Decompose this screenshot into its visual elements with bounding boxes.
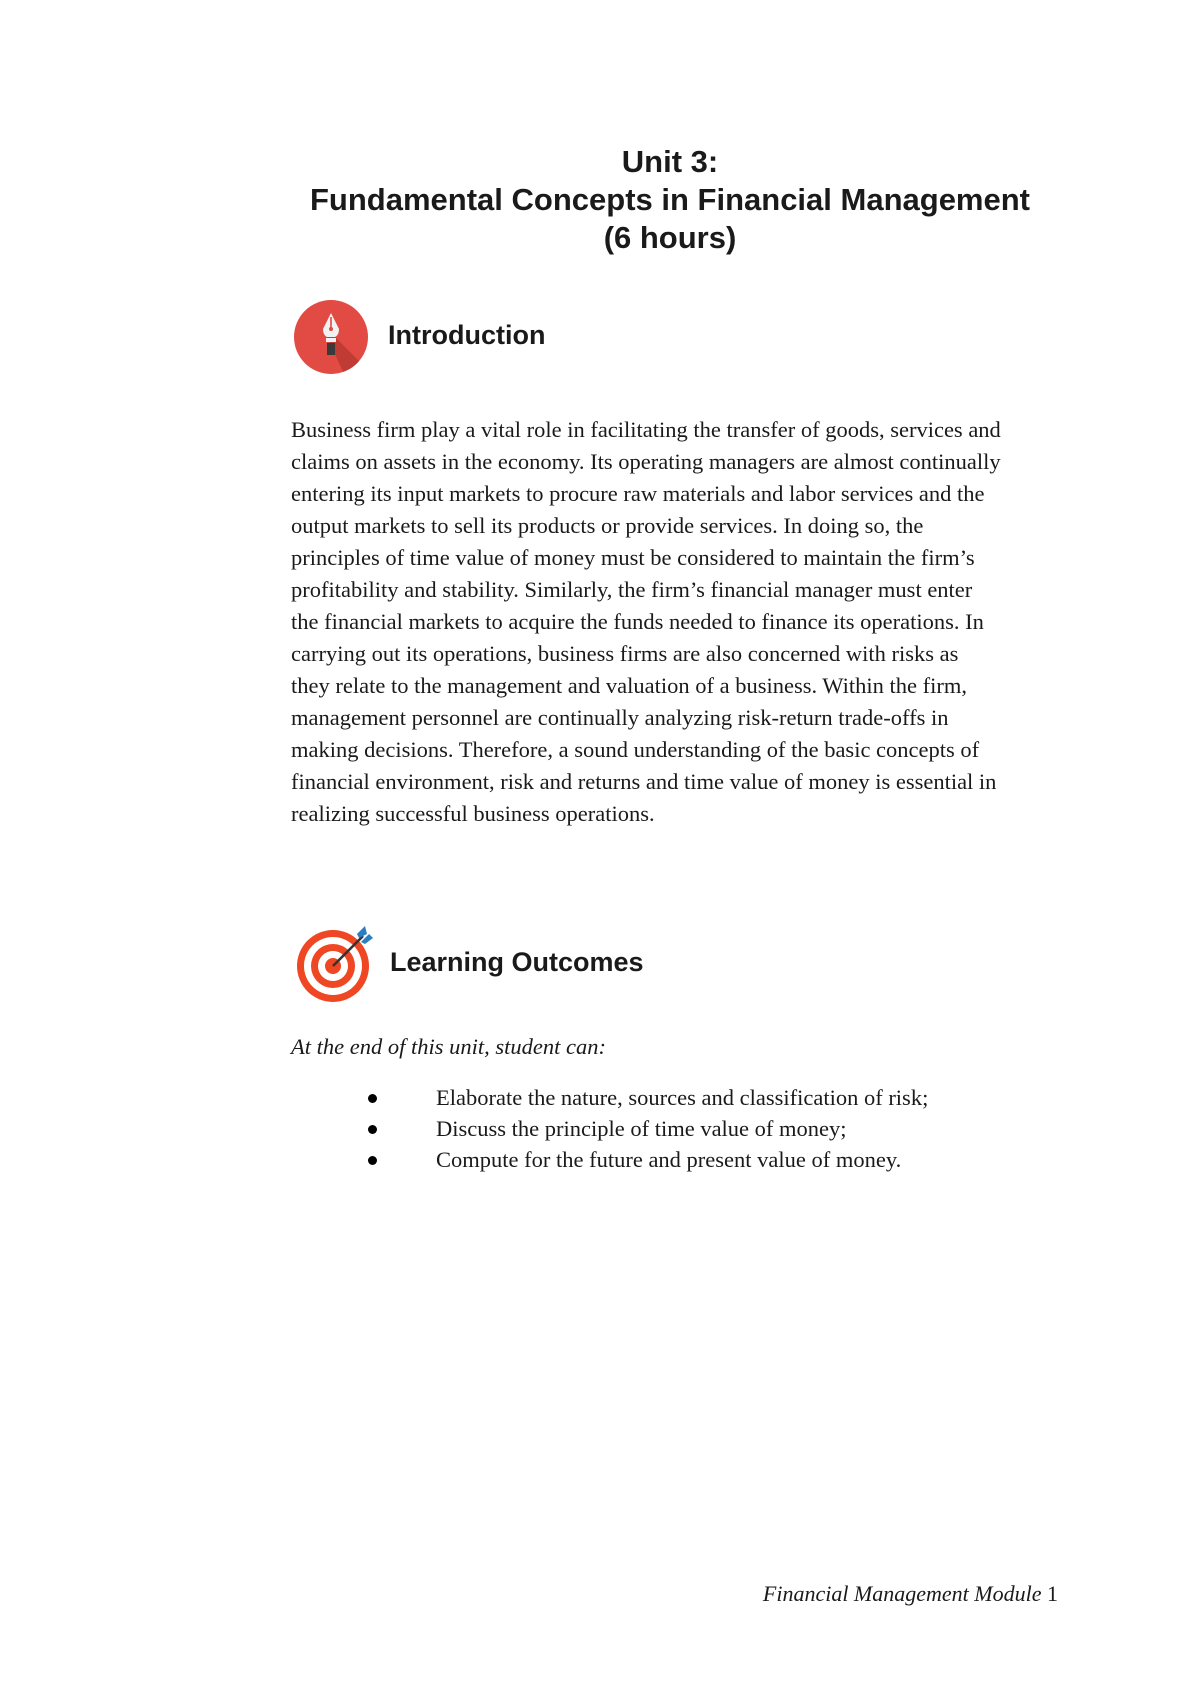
paragraph-line: financial environment, risk and returns and time value of money is essential in (291, 769, 997, 794)
target-icon (293, 920, 379, 1006)
list-item (360, 1113, 928, 1144)
bullet-icon (368, 1125, 377, 1134)
fountain-pen-icon (291, 297, 371, 377)
unit-title: Fundamental Concepts in Financial Management (310, 182, 1030, 217)
paragraph-line: management personnel are continually analyzing risk-return trade-offs in (291, 705, 949, 730)
paragraph-line: entering its input markets to procure raw materials and labor services and the (291, 481, 985, 506)
list-item (360, 1144, 928, 1175)
bullet-icon (368, 1156, 377, 1165)
paragraph-line: the financial markets to acquire the funds needed to finance its operations. In (291, 609, 984, 634)
paragraph-line: making decisions. Therefore, a sound understanding of the basic concepts of (291, 737, 980, 762)
unit-duration: (6 hours) (603, 220, 737, 255)
paragraph-line: Business firm play a vital role in facilitating the transfer of goods, services and (291, 417, 1001, 442)
paragraph-line: realizing successful business operations. (291, 801, 655, 826)
outcomes-list (360, 1082, 928, 1175)
outcomes-lead-in: At the end of this unit, student can: (291, 1034, 606, 1059)
paragraph-line: carrying out its operations, business firms are also concerned with risks as (291, 641, 959, 666)
paragraph-line: principles of time value of money must be considered to maintain the firm’s (291, 545, 975, 570)
outcome-text: Elaborate the nature, sources and classification of risk; (436, 1085, 929, 1110)
list-item (360, 1082, 928, 1113)
introduction-paragraph (291, 414, 1071, 830)
paragraph-line: output markets to sell its products or provide services. In doing so, the (291, 513, 924, 538)
outcome-text: Compute for the future and present value of money. (436, 1147, 902, 1172)
bullet-icon (368, 1094, 377, 1103)
outcome-text: Discuss the principle of time value of money; (436, 1116, 847, 1141)
page-footer (763, 1580, 1058, 1608)
paragraph-line: they relate to the management and valuation of a business. Within the firm, (291, 673, 967, 698)
paragraph-line: claims on assets in the economy. Its operating managers are almost continually (291, 449, 1001, 474)
footer-module-name: Financial Management Module (762, 1581, 1042, 1606)
learning-outcomes-heading: Learning Outcomes (390, 947, 644, 977)
paragraph-line: profitability and stability. Similarly, the firm’s financial manager must enter (291, 577, 973, 602)
page-number: 1 (1047, 1581, 1058, 1606)
introduction-heading: Introduction (388, 320, 546, 350)
unit-number: Unit 3: (621, 144, 719, 179)
page-title (290, 143, 1050, 257)
